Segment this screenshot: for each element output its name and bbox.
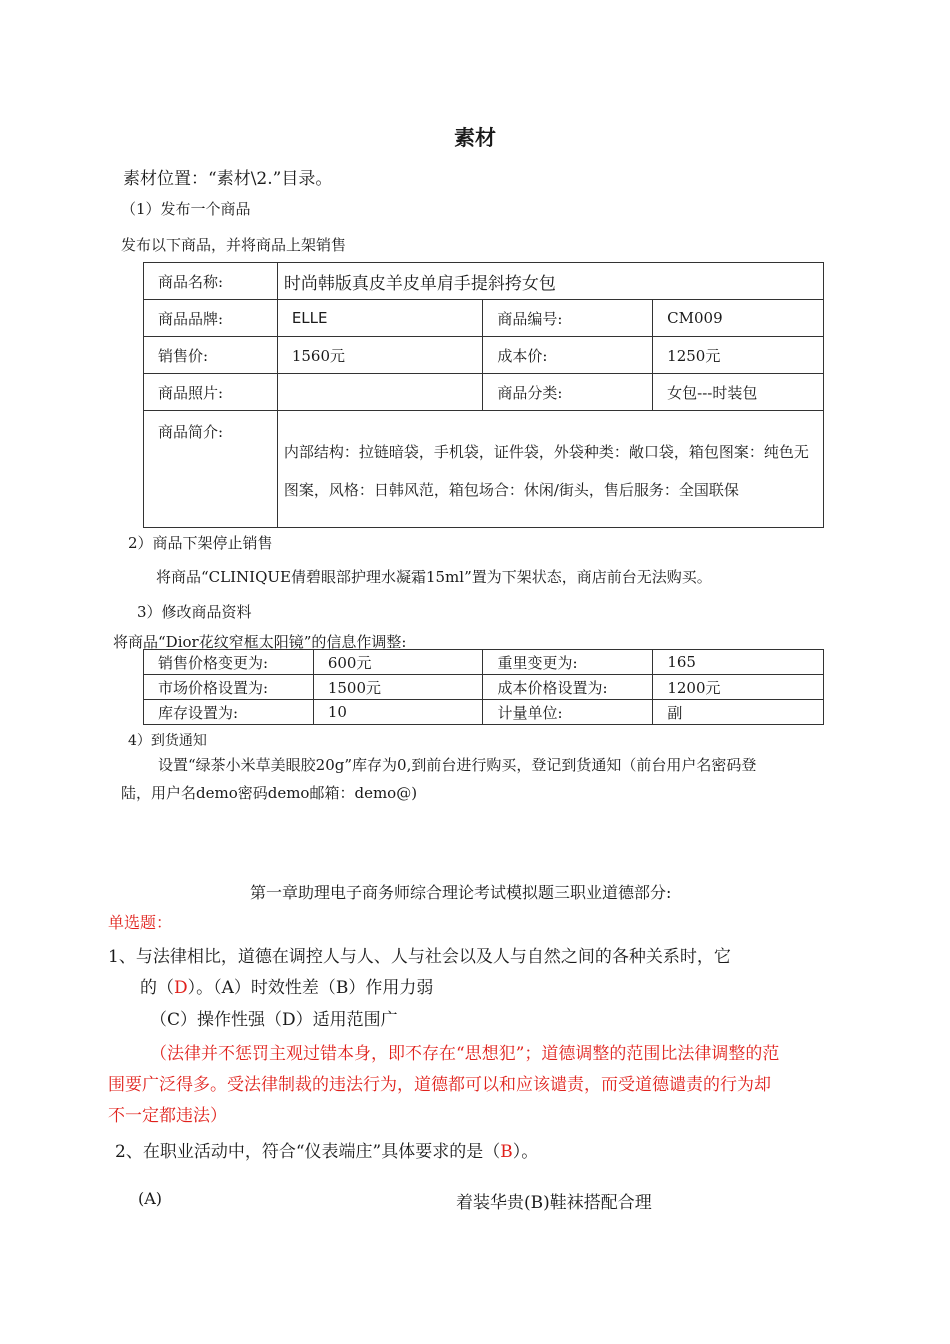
section4-heading: 4）到货通知 [128, 733, 207, 749]
photo-label: 商品照片: [144, 374, 278, 411]
q1-explanation-3: 不一定都违法） [108, 1106, 227, 1126]
adjust-label: 销售价格变更为: [144, 650, 314, 675]
q1-line1: 1、与法律相比，道德在调控人与人、人与社会以及人与自然之间的各种关系时，它 [108, 947, 731, 967]
table-row [144, 337, 824, 374]
photo-value [277, 374, 483, 411]
adjust-label: 成本价格设置为: [483, 675, 653, 700]
price-value: 1560元 [277, 337, 483, 374]
q2-answer: B [500, 1142, 513, 1162]
table-row [144, 300, 824, 337]
q1-explanation-2: 围要广泛得多。受法律制裁的违法行为，道德都可以和应该谴责，而受道德谴责的行为却 [108, 1075, 771, 1095]
table-row [144, 263, 824, 300]
q1-line2 [140, 973, 433, 998]
section1-heading: （1）发布一个商品 [121, 200, 251, 218]
q2-option-a: (A) [138, 1189, 163, 1208]
table-row [144, 650, 824, 675]
adjust-label: 计量单位: [483, 700, 653, 725]
brand-label: 商品品牌: [144, 300, 278, 337]
q1-answer: D [174, 978, 188, 998]
q2-post: ）。 [512, 1142, 539, 1162]
location-line: 素材位置：“素材\2.”目录。 [123, 169, 333, 189]
section4-line1: 设置“绿茶小米草美眼胶20g”库存为0,到前台进行购买，登记到货通知（前台用户名密码登 [158, 756, 757, 774]
desc-label: 商品简介: [144, 411, 278, 528]
adjust-table [143, 649, 824, 725]
section3-intro: 将商品“Dior花纹窄框太阳镜”的信息作调整: [113, 633, 407, 651]
section1-intro: 发布以下商品，并将商品上架销售 [121, 236, 347, 254]
adjust-value: 副 [653, 700, 824, 725]
q2-pre: 2、在职业活动中，符合“仪表端庄”具体要求的是（ [115, 1142, 501, 1162]
adjust-value: 1200元 [653, 675, 824, 700]
table-row [144, 374, 824, 411]
q1-explanation-1: （法律并不惩罚主观过错本身，即不存在“思想犯”；道德调整的范围比法律调整的范 [150, 1044, 780, 1064]
adjust-value: 600元 [313, 650, 483, 675]
price-label: 销售价: [144, 337, 278, 374]
brand-value: ELLE [277, 300, 483, 337]
single-choice-label: 单选题： [108, 913, 173, 932]
adjust-label: 库存设置为: [144, 700, 314, 725]
category-label: 商品分类: [483, 374, 653, 411]
name-label: 商品名称: [144, 263, 278, 300]
desc-value: 内部结构：拉链暗袋，手机袋，证件袋，外袋种类：敞口袋，箱包图案：纯色无图案，风格：日韩风范，箱包场合：休闲/街头，售后服务：全国联保 [277, 411, 823, 528]
name-value: 时尚韩版真皮羊皮单肩手提斜挎女包 [277, 263, 823, 300]
product-table [143, 262, 824, 528]
table-row [144, 675, 824, 700]
chapter-title: 第一章助理电子商务师综合理论考试模拟题三职业道德部分: [250, 883, 672, 902]
adjust-value: 165 [653, 650, 824, 675]
page-title: 素材 [454, 126, 496, 150]
cost-label: 成本价: [483, 337, 653, 374]
q2-options: 着装华贵(B)鞋袜搭配合理 [456, 1193, 652, 1213]
table-row [144, 700, 824, 725]
section3-heading: 3）修改商品资料 [137, 603, 252, 621]
adjust-label: 重里变更为: [483, 650, 653, 675]
code-value: CM009 [653, 300, 824, 337]
code-label: 商品编号: [483, 300, 653, 337]
table-row [144, 411, 824, 528]
adjust-value: 1500元 [313, 675, 483, 700]
category-value: 女包---时装包 [653, 374, 824, 411]
adjust-value: 10 [313, 700, 483, 725]
section2-text: 将商品“CLINIQUE倩碧眼部护理水凝霜15ml”置为下架状态，商店前台无法购买。 [156, 568, 712, 586]
q1-line2-post: ）。（A）时效性差（B）作用力弱 [187, 978, 434, 998]
cost-value: 1250元 [653, 337, 824, 374]
q1-line2-pre: 的（ [140, 978, 174, 998]
q1-line3: （C）操作性强（D）适用范围广 [150, 1010, 398, 1030]
q2-line [115, 1137, 538, 1162]
section4-line2: 陆，用户名demo密码demo邮箱：demo@) [121, 784, 418, 802]
section2-heading: 2）商品下架停止销售 [128, 534, 273, 552]
adjust-label: 市场价格设置为: [144, 675, 314, 700]
